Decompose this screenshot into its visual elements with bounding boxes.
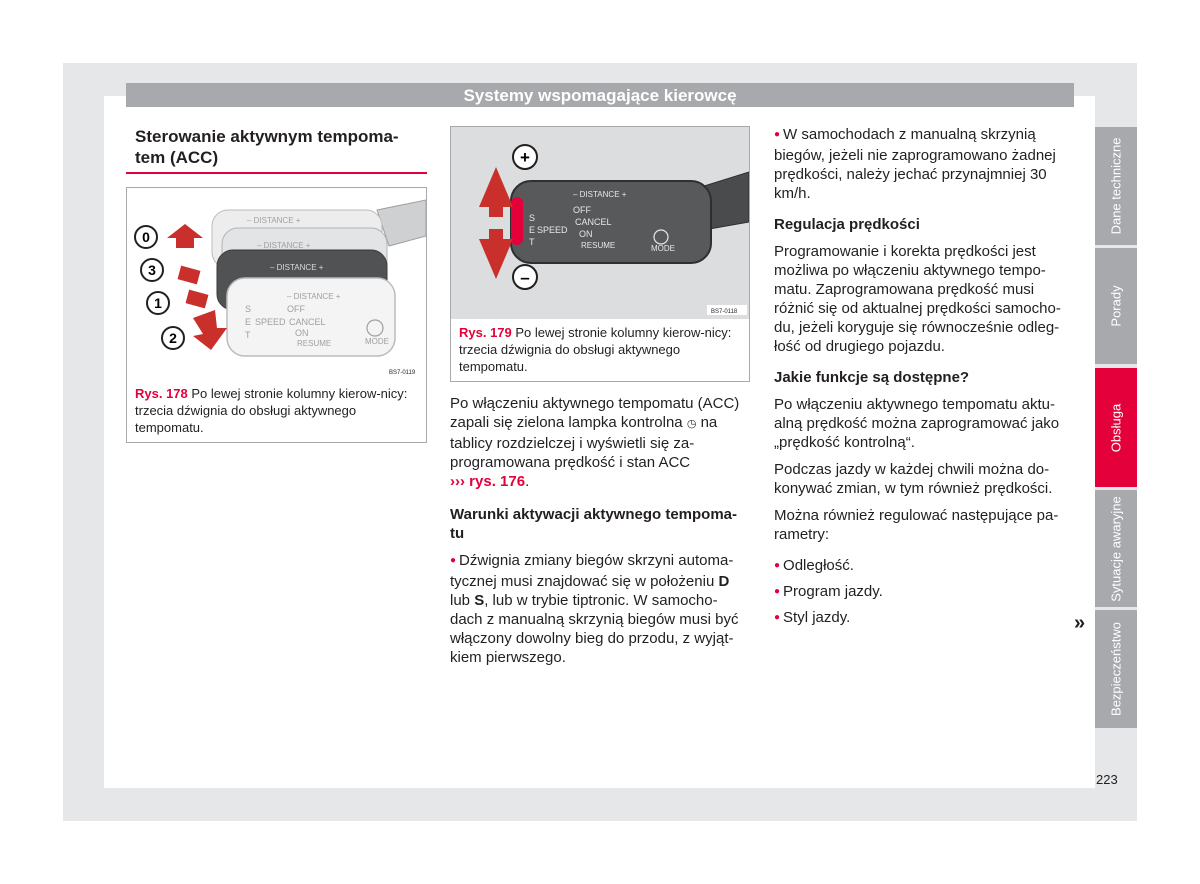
lever-speed-label: SPEED — [537, 225, 568, 235]
callout-0-label: 0 — [142, 229, 150, 245]
list-item: ● Styl jazdy. — [774, 608, 1070, 629]
lever-resume-label: RESUME — [581, 241, 616, 250]
continue-mark: » — [1074, 612, 1086, 634]
plus-label: + — [520, 148, 530, 167]
lever-on-label: ON — [579, 229, 593, 239]
callout-3-label: 3 — [148, 262, 156, 278]
figure-179-caption: Rys. 179 Po lewej stronie kolumny kierow-nicy: trzecia dźwignia do obsługi aktywnego tempomatu. — [459, 325, 732, 374]
figure-178-ref: Rys. 178 — [135, 386, 188, 401]
lever-e-label: E — [245, 317, 252, 327]
ghost-distance-label-2: – DISTANCE + — [257, 241, 311, 250]
lever-distance-label: – DISTANCE + — [573, 190, 627, 199]
lever-resume-label: RESUME — [297, 339, 332, 348]
functions-paragraph: Po włączeniu aktywnego tempomatu aktu-alną prędkość można zaprogramować jako „prędkość kontrolną“. — [774, 396, 1060, 451]
parameters-paragraph: Można również regulować następujące pa-rametry: — [774, 507, 1059, 543]
accent-strip — [511, 197, 523, 245]
callout-2-label: 2 — [169, 330, 177, 346]
lever-t-label: T — [529, 237, 535, 247]
lever-off-label: OFF — [287, 304, 305, 314]
lever-on-label: ON — [295, 328, 309, 338]
lever-distance-label: – DISTANCE + — [287, 292, 341, 301]
lever-e-label: E — [529, 225, 536, 235]
callout-1-label: 1 — [154, 295, 162, 311]
speed-regulation-heading: Regulacja prędkości — [774, 216, 920, 233]
tab-sytuacje-awaryjne[interactable]: Sytuacje awaryjne — [1095, 490, 1137, 607]
lever-cancel-label: CANCEL — [575, 217, 612, 227]
figure-178-caption: Rys. 178 Po lewej stronie kolumny kierow-nicy: trzecia dźwignia do obsługi aktywnego tempomatu. — [135, 386, 408, 435]
figure-179-image — [451, 127, 749, 319]
figure-178 — [126, 187, 427, 443]
manual-gearbox-bullet: ● W samochodach z manualną skrzynią biegów, jeżeli nie zaprogramowano żadnej prędkości, należy jechać przynajmniej 30 km/h. — [774, 125, 1070, 203]
lever-s-label: S — [245, 304, 252, 314]
list-item: ● Program jazdy. — [774, 582, 1070, 603]
minus-label: – — [520, 268, 530, 287]
figure-178-image — [127, 188, 426, 380]
middle-column — [450, 126, 750, 667]
section-title: Sterowanie aktywnym tempoma-tem (ACC) — [135, 127, 399, 167]
activation-bullet: ● Dźwignia zmiany biegów skrzyni automa-tycznej musi znajdować się w położeniu D lub S, lub w trybie tiptronic. W samocho-dach z manualną skrzynią biegów musi być włączony dowolny bieg do przodu, z wyjąt-kiem pierwszego. — [450, 551, 750, 667]
speed-regulation-paragraph: Programowanie i korekta prędkości jest możliwa po włączeniu aktywnego tempo-matu. Zaprogramowana prędkość musi różnić się od aktualnej prędkości samocho-du, jeżeli koryguje się równocześnie odleg-łość od drugiego pojazdu. — [774, 243, 1061, 355]
figure-179-ref: Rys. 179 — [459, 325, 512, 340]
tab-dane-techniczne[interactable]: Dane techniczne — [1095, 127, 1137, 245]
activation-heading: Warunki aktywacji aktywnego tempoma-tu — [450, 506, 738, 542]
figure-178-code: BS7-0119 — [389, 370, 416, 376]
right-column — [774, 125, 1070, 629]
tab-obsluga[interactable]: Obsługa — [1095, 368, 1137, 487]
lever-t-label: T — [245, 330, 251, 340]
dark-distance-label: – DISTANCE + — [270, 263, 324, 272]
lever-off-label: OFF — [573, 205, 591, 215]
lever-cancel-label: CANCEL — [289, 317, 326, 327]
speedometer-icon: ◷ — [686, 418, 697, 430]
figure-179-code: BS7-0118 — [711, 309, 738, 315]
chapter-header: Systemy wspomagające kierowcę — [126, 83, 1074, 107]
acc-intro-paragraph: Po włączeniu aktywnego tempomatu (ACC) zapali się zielona lampka kontrolna ◷ na tablicy rozdzielczej i wyświetli się za-programowana prędkość i stan ACC ››› rys. 176. — [450, 395, 740, 490]
lever-mode-label: MODE — [365, 337, 389, 346]
lever-positions-illustration — [127, 188, 426, 380]
link-rys-176[interactable]: rys. 176 — [469, 473, 526, 490]
left-column — [126, 126, 427, 443]
lever-speed-illustration — [451, 127, 749, 319]
changes-paragraph: Podczas jazdy w każdej chwili można do-konywać zmian, w tym również prędkości. — [774, 461, 1053, 497]
page-number: 223 — [1096, 772, 1118, 787]
list-item: ● Odległość. — [774, 556, 1070, 577]
figure-179 — [450, 126, 750, 382]
lever-mode-label: MODE — [651, 244, 675, 253]
link-arrows: ››› — [450, 473, 465, 490]
title-rule — [126, 172, 427, 174]
functions-heading: Jakie funkcje są dostępne? — [774, 369, 970, 386]
tab-bezpieczenstwo[interactable]: Bezpieczeństwo — [1095, 610, 1137, 728]
ghost-distance-label: – DISTANCE + — [247, 216, 301, 225]
lever-speed-label: SPEED — [255, 317, 286, 327]
lever-s-label: S — [529, 213, 536, 223]
tab-porady[interactable]: Porady — [1095, 248, 1137, 364]
